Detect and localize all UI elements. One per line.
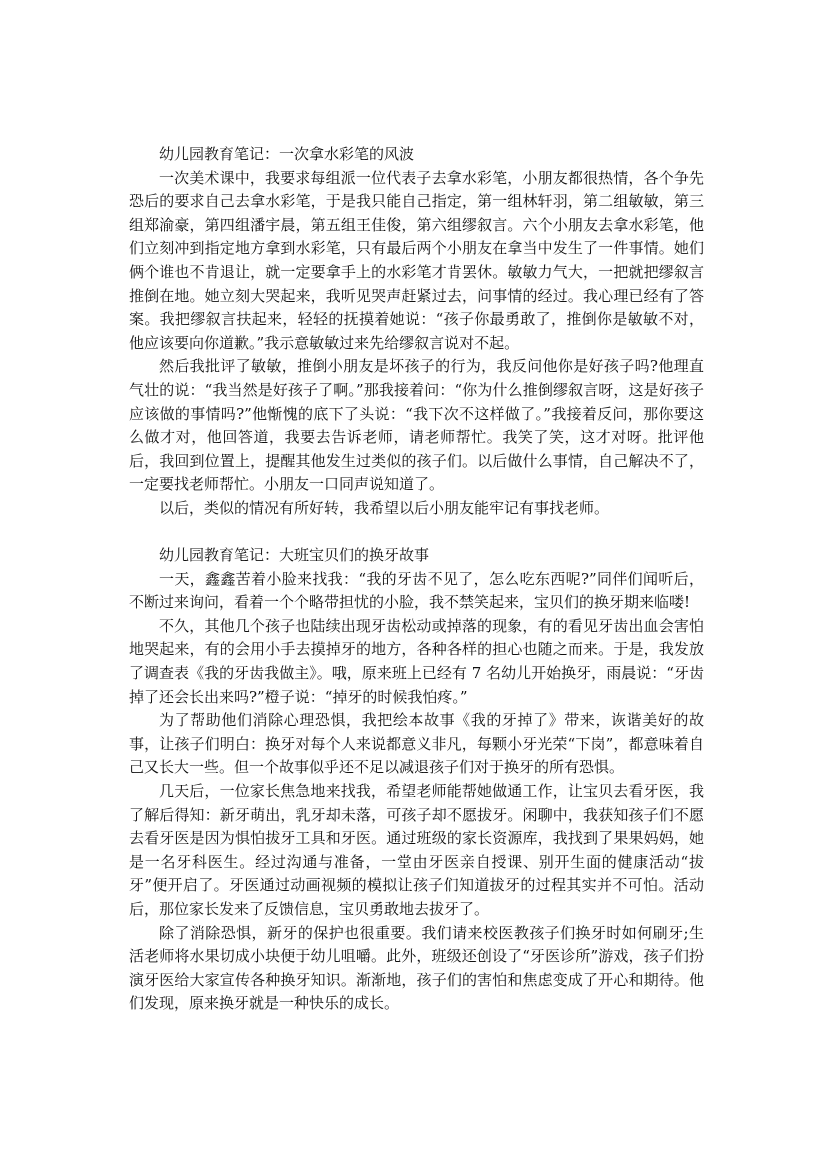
paragraph: 以后，类似的情况有所好转，我希望以后小朋友能牢记有事找老师。 bbox=[159, 498, 610, 517]
paragraph: 为了帮助他们消除心理恐惧，我把绘本故事《我的牙掉了》带来，诙谐美好的故事，让孩子们明白：换牙对每个人来说都意义非凡，每颗小牙光荣“下岗”，都意味着自己又长大一些。但一个故事似乎还不足以减退孩子们对于换牙的所有恐惧。 bbox=[129, 711, 704, 777]
article-kindergarten-watercolor-pens bbox=[129, 143, 704, 521]
paragraph: 然后我批评了敏敏，推倒小朋友是坏孩子的行为，我反问他你是好孩子吗?他理直气壮的说：“我当然是好孩子了啊。”那我接着问：“你为什么推倒缪叙言呀，这是好孩子应该做的事情吗?”他惭愧的底下了头说：“我下次不这样做了。”我接着反问，那你要这么做才对，他回答道，我要去告诉老师，请老师帮忙。我笑了笑，这才对呀。批评他后，我回到位置上，提醒其他发生过类似的孩子们。以后做什么事情，自己解决不了，一定要找老师帮忙。小朋友一口同声说知道了。 bbox=[129, 357, 704, 494]
article-title: 幼儿园教育笔记：大班宝贝们的换牙故事 bbox=[159, 546, 430, 565]
paragraph: 几天后，一位家长焦急地来找我，希望老师能帮她做通工作，让宝贝去看牙医，我了解后得知：新牙萌出，乳牙却未落，可孩子却不愿拔牙。闲聊中，我获知孩子们不愿去看牙医是因为惧怕拔牙工具和牙医。通过班级的家长资源库，我找到了果果妈妈，她是一名牙科医生。经过沟通与准备，一堂由牙医亲自授课、别开生面的健康活动“拔牙”便开启了。牙医通过动画视频的模拟让孩子们知道拔牙的过程其实并不可怕。活动后，那位家长发来了反馈信息，宝贝勇敢地去拔牙了。 bbox=[129, 782, 704, 918]
paragraph: 一天，鑫鑫苦着小脸来找我：“我的牙齿不见了，怎么吃东西呢?”同伴们闻听后，不断过来询问，看着一个个略带担忧的小脸，我不禁笑起来，宝贝们的换牙期来临喽! bbox=[129, 569, 704, 612]
paragraph: 一次美术课中，我要求每组派一位代表子去拿水彩笔，小朋友都很热情，各个争先恐后的要求自己去拿水彩笔，于是我只能自己指定，第一组林轩羽，第二组敏敏，第三组郑渝豪，第四组潘宇晨，第五组王佳俊，第六组缪叙言。六个小朋友去拿水彩笔，他们立刻冲到指定地方拿到水彩笔，只有最后两个小朋友在拿当中发生了一件事情。她们俩个谁也不肯退让，就一定要拿手上的水彩笔才肯罢休。敏敏力气大，一把就把缪叙言推倒在地。她立刻大哭起来，我听见哭声赶紧过去，问事情的经过。我心理已经有了答案。我把缪叙言扶起来，轻轻的抚摸着她说：“孩子你最勇敢了，推倒你是敏敏不对，他应该要向你道歉。”我示意敏敏过来先给缪叙言说对不起。 bbox=[129, 168, 704, 352]
paragraph: 除了消除恐惧，新牙的保护也很重要。我们请来校医教孩子们换牙时如何刷牙;生活老师将水果切成小块便于幼儿咀嚼。此外，班级还创设了“牙医诊所”游戏，孩子们扮演牙医给大家宣传各种换牙知识。渐渐地，孩子们的害怕和焦虑变成了开心和期待。他们发现，原来换牙就是一种快乐的成长。 bbox=[129, 923, 704, 1013]
paragraph: 不久，其他几个孩子也陆续出现牙齿松动或掉落的现象，有的看见牙齿出血会害怕地哭起来，有的会用小手去摸掉牙的地方，各种各样的担心也随之而来。于是，我发放了调查表《我的牙齿我做主》。哦，原来班上已经有 7 名幼儿开始换牙，雨晨说：“牙齿掉了还会长出来吗?”橙子说：“掉牙的时候我怕疼。” bbox=[129, 616, 704, 706]
article-kindergarten-teeth-changing bbox=[129, 544, 704, 1016]
section-gap bbox=[129, 521, 704, 545]
document-page bbox=[129, 143, 704, 1016]
article-title: 幼儿园教育笔记：一次拿水彩笔的风波 bbox=[159, 145, 415, 163]
